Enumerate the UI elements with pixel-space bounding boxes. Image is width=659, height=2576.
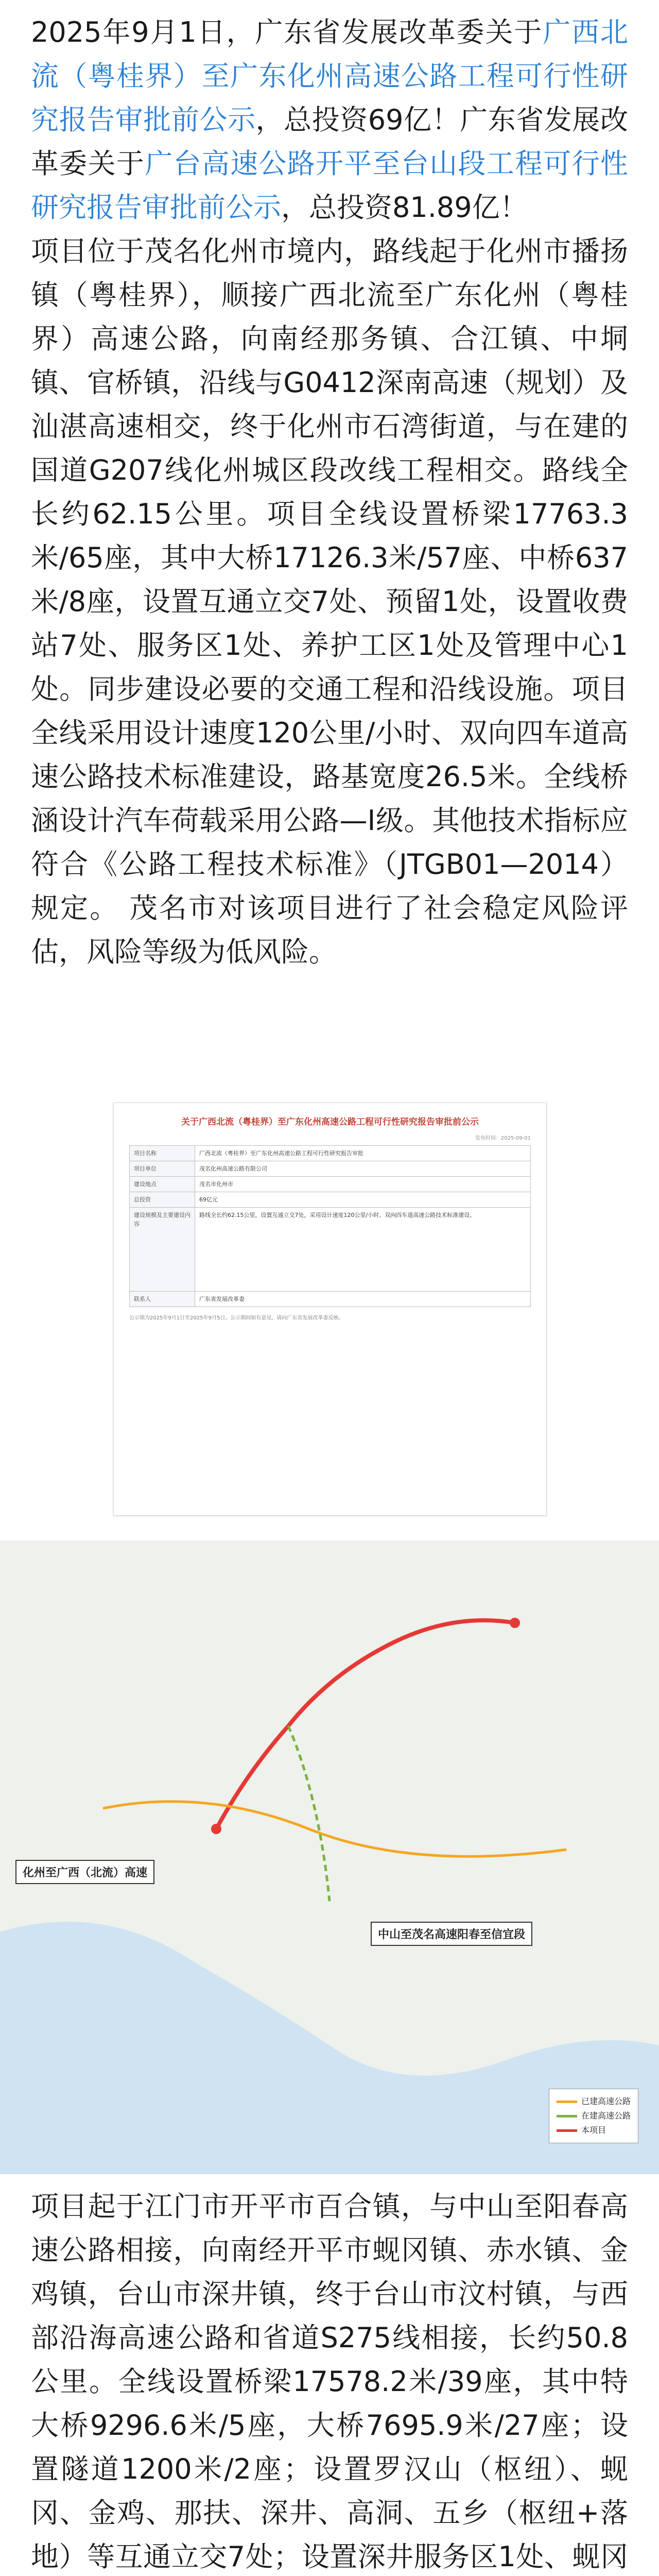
- intro-highlight-project2[interactable]: 广台高速公路开平至台山段工程可行性研究报告审批前公示: [31, 147, 629, 224]
- card1-footnote: 公示期为2025年9月1日至2025年9月5日。公示期间如有意见，请向广东省发展改革委反映。: [129, 1315, 344, 1321]
- route-map-1: [0, 1540, 659, 2174]
- card-table-row: [130, 1177, 531, 1192]
- card-table-key: 项目名称: [130, 1146, 195, 1161]
- card-table-key: 项目单位: [130, 1161, 195, 1177]
- legend-item: 已建高速公路: [557, 2094, 631, 2109]
- card-table-value: 广西北流（粤桂界）至广东化州高速公路工程可行性研究报告审批: [195, 1146, 531, 1161]
- card-table-value: 茂名化州高速公路有限公司: [195, 1161, 531, 1177]
- card-table-key: 联系人: [130, 1292, 195, 1307]
- card-table-value: 广东省发展改革委: [195, 1292, 531, 1307]
- map1-label-left: 化州至广西（北流）高速: [15, 1860, 154, 1884]
- map1-start-marker: [211, 1824, 221, 1834]
- card1-meta: 发布时间：2025-09-01: [475, 1136, 531, 1141]
- card-table-key: 建设规模及主要建设内容: [130, 1208, 195, 1292]
- card-table-row: [130, 1192, 531, 1208]
- map1-end-marker: [510, 1618, 520, 1628]
- project2-description: 项目起于江门市开平市百合镇，与中山至阳春高速公路相接，向南经开平市蚬冈镇、赤水镇、金鸡镇，台山市深井镇，终于台山市汶村镇，与西部沿海高速公路和省道S275线相接，长约50.8公里。全线设置桥梁17578.2米/39座，其中特大桥9296.6米/5座，大桥7695.9米/27座；设置隧道1200米/2座；设置罗汉山（枢纽）、蚬冈、金鸡、那扶、深井、高洞、五乡（枢纽+落地）等互通立交7处；设置深井服务区1处、蚬冈: [31, 2190, 628, 2573]
- legend-item: 在建高速公路: [557, 2109, 631, 2123]
- project1-description: 项目位于茂名化州市境内，路线起于化州市播扬镇（粤桂界），顺接广西北流至广东化州（粤桂界）高速公路，向南经那务镇、合江镇、中垌镇、官桥镇，沿线与G0412深南高速（规划）及汕湛高速相交，终于化州市石湾街道，与在建的国道G207线化州城区段改线工程相交。路线全长约62.15公里。项目全线设置桥梁17763.3米/65座，其中大桥17126.3米/57座、中桥637米/8座，设置互通立交7处、预留1处，设置收费站7处、服务区1处、养护工区1处及管理中心1处。同步建设必要的交通工程和沿线设施。项目全线采用设计速度120公里/小时、双向四车道高速公路技术标准建设，路基宽度26.5米。全线桥涵设计汽车荷载采用公路—I级。其他技术指标应符合《公路工程技术标准》（JTGB01—2014）规定。 茂名市对该项目进行了社会稳定风险评估，风险等级为低风险。: [31, 235, 628, 968]
- card-table-key: 建设地点: [130, 1177, 195, 1192]
- card-table-row: [130, 1146, 531, 1161]
- announcement-card-1: [113, 1103, 547, 1516]
- intro-text-a: 2025年9月1日，广东省发展改革委关于: [31, 16, 543, 48]
- card-table-key: 总投资: [130, 1192, 195, 1208]
- card-table-value: 69亿元: [195, 1192, 531, 1208]
- card1-table: [129, 1145, 531, 1307]
- map1-label-right: 中山至茂名高速阳春至信宜段: [371, 1922, 532, 1946]
- card-table-value: 茂名市化州市: [195, 1177, 531, 1192]
- card1-title: 关于广西北流（粤桂界）至广东化州高速公路工程可行性研究报告审批前公示: [181, 1117, 479, 1127]
- card-table-row: [130, 1292, 531, 1307]
- card-table-row: [130, 1208, 531, 1292]
- legend-item: 本项目: [557, 2123, 631, 2138]
- card-table-row: [130, 1161, 531, 1177]
- intro-text-b: ，总投资69亿！广东省发展改革委关于: [31, 104, 628, 180]
- map1-legend: [549, 2089, 638, 2143]
- card-table-value: 路线全长约62.15公里，设置互通立交7处，采用设计速度120公里/小时、双向四车道高速公路技术标准建设。: [195, 1208, 531, 1292]
- intro-paragraph: [31, 10, 628, 229]
- map1-canvas: [0, 1540, 659, 2174]
- intro-text-c: ，总投资81.89亿！: [281, 191, 528, 224]
- intro-highlight-project1[interactable]: 广西北流（粤桂界）至广东化州高速公路工程可行性研究报告审批前公示: [31, 16, 629, 136]
